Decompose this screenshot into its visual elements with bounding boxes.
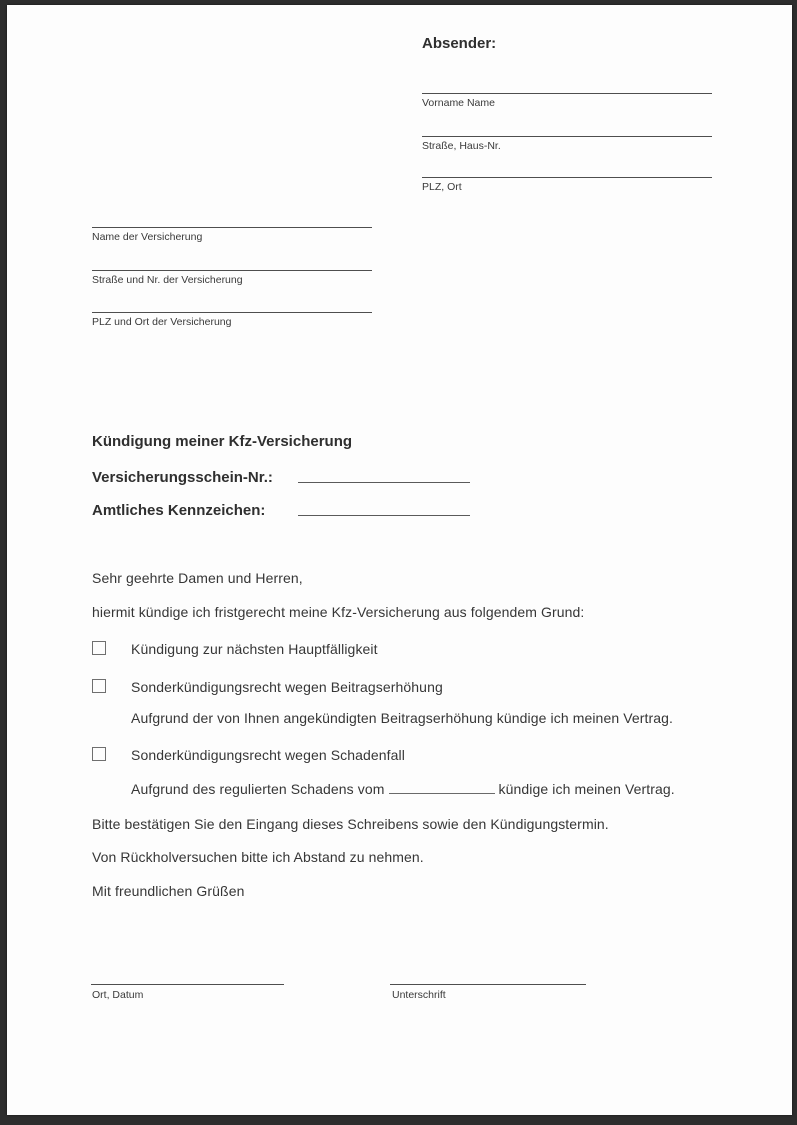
recipient-name-label: Name der Versicherung: [92, 231, 203, 243]
salutation: Sehr geehrte Damen und Herren,: [92, 570, 303, 586]
sender-street-label: Straße, Haus-Nr.: [422, 140, 501, 152]
place-date-label: Ort, Datum: [92, 989, 144, 1001]
option-label-beitragserhoehung: Sonderkündigungsrecht wegen Beitragserhöhung: [131, 679, 443, 695]
checkbox-schadenfall[interactable]: [92, 747, 106, 761]
note-beitragserhoehung: Aufgrund der von Ihnen angekündigten Beitragserhöhung kündige ich meinen Vertrag.: [131, 710, 674, 726]
sender-city-field[interactable]: [422, 177, 712, 178]
confirm-line: Bitte bestätigen Sie den Eingang dieses Schreibens sowie den Kündigungstermin.: [92, 816, 609, 832]
policy-number-field[interactable]: [298, 482, 470, 483]
signature-label: Unterschrift: [392, 989, 446, 1001]
retention-line: Von Rückholversuchen bitte ich Abstand zu nehmen.: [92, 849, 424, 865]
schaden-datum-field[interactable]: [389, 781, 495, 794]
sender-name-label: Vorname Name: [422, 97, 495, 109]
letter-paper: [7, 5, 792, 1115]
option-label-schadenfall: Sonderkündigungsrecht wegen Schadenfall: [131, 747, 405, 763]
option-label-hauptfaelligkeit: Kündigung zur nächsten Hauptfälligkeit: [131, 641, 378, 657]
sender-city-label: PLZ, Ort: [422, 181, 462, 193]
checkbox-hauptfaelligkeit[interactable]: [92, 641, 106, 655]
signature-field[interactable]: [390, 984, 586, 985]
note-schadenfall-after: kündige ich meinen Vertrag.: [498, 781, 675, 797]
note-schadenfall-before: Aufgrund des regulierten Schadens vom: [131, 781, 385, 797]
place-date-field[interactable]: [91, 984, 284, 985]
closing-line: Mit freundlichen Grüßen: [92, 883, 245, 899]
sender-heading: Absender:: [422, 35, 497, 52]
policy-number-label: Versicherungsschein-Nr.:: [92, 469, 273, 486]
note-schadenfall: [131, 781, 675, 797]
checkbox-beitragserhoehung[interactable]: [92, 679, 106, 693]
recipient-street-label: Straße und Nr. der Versicherung: [92, 274, 243, 286]
intro-line: hiermit kündige ich fristgerecht meine Kfz-Versicherung aus folgendem Grund:: [92, 604, 585, 620]
license-plate-label: Amtliches Kennzeichen:: [92, 502, 266, 519]
recipient-city-field[interactable]: [92, 312, 372, 313]
recipient-name-field[interactable]: [92, 227, 372, 228]
subject-title: Kündigung meiner Kfz-Versicherung: [92, 433, 353, 450]
license-plate-field[interactable]: [298, 515, 470, 516]
recipient-street-field[interactable]: [92, 270, 372, 271]
sender-name-field[interactable]: [422, 93, 712, 94]
sender-street-field[interactable]: [422, 136, 712, 137]
recipient-city-label: PLZ und Ort der Versicherung: [92, 316, 232, 328]
